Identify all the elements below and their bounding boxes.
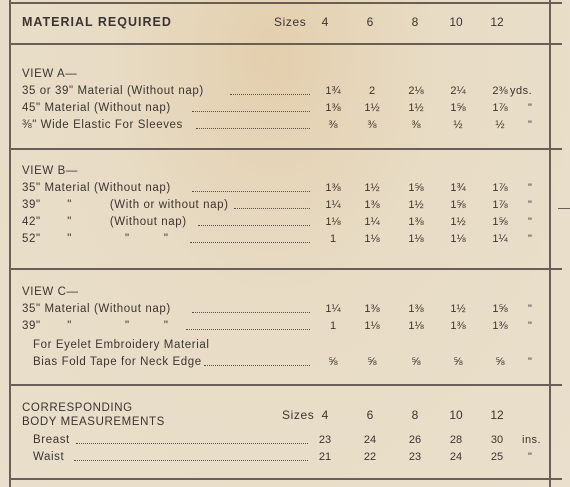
view-b-row-2-label: 39" " (With or without nap) [22, 199, 229, 211]
value-cell: 1⅛ [408, 233, 424, 245]
value-cell: ⅝ [495, 356, 505, 368]
value-cell: 2 [368, 85, 376, 97]
body-measurements-heading-line-2: BODY MEASUREMENTS [22, 416, 165, 428]
leader-dots [76, 443, 308, 444]
eyelet-note-line-1: For Eyelet Embroidery Material [33, 339, 210, 351]
value-cell: ⅝ [328, 356, 338, 368]
value-cell: 1⅜ [364, 303, 380, 315]
size-col-8: 8 [411, 408, 419, 422]
view-a-row-3-label: ⅜" Wide Elastic For Sleeves [22, 119, 183, 131]
value-cell: ⅜ [328, 119, 338, 131]
ditto-mark: " [528, 102, 533, 114]
ditto-mark: " [528, 182, 533, 194]
ditto-mark: " [528, 451, 533, 463]
sizes-label: Sizes [274, 15, 307, 29]
ditto-mark: " [528, 320, 533, 332]
value-cell: 1¼ [325, 199, 341, 211]
size-col-10: 10 [449, 15, 463, 29]
value-cell: 2¼ [450, 85, 466, 97]
ditto-mark: " [528, 216, 533, 228]
value-cell: 1¼ [364, 216, 380, 228]
value-cell: 1⅛ [364, 320, 380, 332]
view-c-heading: VIEW C— [22, 286, 79, 298]
value-cell: 1¾ [325, 85, 341, 97]
value-cell: 1⅜ [450, 320, 466, 332]
unit-label: yds. [510, 85, 533, 97]
divider-top [10, 2, 562, 4]
value-cell: 1⅞ [492, 199, 508, 211]
leader-dots [186, 329, 310, 330]
value-cell: 1¼ [325, 303, 341, 315]
divider-view-a [10, 148, 562, 150]
value-cell: 1⅝ [492, 303, 508, 315]
right-border [549, 0, 551, 487]
value-cell: ½ [495, 119, 505, 131]
value-cell: 26 [408, 434, 422, 446]
value-cell: 1⅛ [364, 233, 380, 245]
leader-dots [192, 312, 310, 313]
view-b-row-3-label: 42" " (Without nap) [22, 216, 187, 228]
value-cell: 1½ [450, 303, 466, 315]
divider-bottom [10, 478, 562, 480]
value-cell: ⅝ [411, 356, 421, 368]
view-a-row-1-label: 35 or 39" Material (Without nap) [22, 85, 204, 97]
value-cell: ⅝ [453, 356, 463, 368]
material-required-heading: MATERIAL REQUIRED [22, 15, 172, 29]
value-cell: 28 [449, 434, 463, 446]
divider-header [10, 43, 562, 45]
value-cell: 1⅛ [408, 320, 424, 332]
leader-dots [190, 242, 310, 243]
value-cell: ⅝ [367, 356, 377, 368]
value-cell: 1½ [408, 102, 424, 114]
leader-dots [192, 111, 310, 112]
leader-dots [204, 365, 310, 366]
value-cell: 2⅛ [408, 85, 424, 97]
value-cell: 22 [363, 451, 377, 463]
breast-label: Breast [33, 434, 70, 446]
value-cell: 1⅞ [492, 182, 508, 194]
size-col-10: 10 [449, 408, 463, 422]
value-cell: ½ [453, 119, 463, 131]
value-cell: 1⅛ [325, 216, 341, 228]
leader-dots [234, 208, 310, 209]
view-c-row-1-label: 35" Material (Without nap) [22, 303, 171, 315]
value-cell: 1¼ [492, 233, 508, 245]
value-cell: 1 [329, 233, 337, 245]
value-cell: 1⅜ [492, 320, 508, 332]
value-cell: 1⅜ [325, 102, 341, 114]
value-cell: 24 [363, 434, 377, 446]
size-col-8: 8 [411, 15, 419, 29]
value-cell: 1⅜ [408, 303, 424, 315]
body-measurements-heading-line-1: CORRESPONDING [22, 402, 133, 414]
view-b-row-1-label: 35" Material (Without nap) [22, 182, 171, 194]
ditto-mark: " [528, 199, 533, 211]
ditto-mark: " [528, 119, 533, 131]
size-col-4: 4 [321, 408, 329, 422]
value-cell: 1⅞ [492, 102, 508, 114]
ditto-mark: " [528, 356, 533, 368]
size-col-6: 6 [366, 408, 374, 422]
value-cell: ⅜ [367, 119, 377, 131]
value-cell: 1½ [408, 199, 424, 211]
eyelet-note-line-2: Bias Fold Tape for Neck Edge [33, 356, 202, 368]
divider-view-b [10, 268, 562, 270]
value-cell: 1⅝ [450, 199, 466, 211]
sizes-label-body: Sizes [282, 408, 315, 422]
value-cell: 1⅛ [450, 233, 466, 245]
value-cell: 1⅜ [325, 182, 341, 194]
value-cell: 1⅝ [492, 216, 508, 228]
leader-dots [196, 128, 310, 129]
value-cell: 1 [329, 320, 337, 332]
size-col-4: 4 [321, 15, 329, 29]
view-c-row-2-label: 39" " " " [22, 320, 169, 332]
value-cell: 1½ [364, 102, 380, 114]
unit-label: ins. [522, 434, 542, 446]
value-cell: 30 [490, 434, 504, 446]
size-col-6: 6 [366, 15, 374, 29]
value-cell: 1½ [450, 216, 466, 228]
value-cell: 23 [318, 434, 332, 446]
value-cell: 21 [318, 451, 332, 463]
value-cell: 24 [449, 451, 463, 463]
value-cell: 1⅜ [408, 216, 424, 228]
value-cell: 2⅜ [492, 85, 508, 97]
leader-dots [192, 191, 310, 192]
view-a-row-2-label: 45" Material (Without nap) [22, 102, 171, 114]
size-col-12: 12 [490, 15, 504, 29]
value-cell: 1¾ [450, 182, 466, 194]
value-cell: 1⅝ [408, 182, 424, 194]
value-cell: 25 [490, 451, 504, 463]
size-col-12: 12 [490, 408, 504, 422]
value-cell: 1⅜ [364, 199, 380, 211]
value-cell: 1½ [364, 182, 380, 194]
left-border [9, 0, 11, 487]
ditto-mark: " [528, 303, 533, 315]
value-cell: 23 [408, 451, 422, 463]
leader-dots [74, 460, 308, 461]
view-a-heading: VIEW A— [22, 68, 78, 80]
leader-dots [198, 225, 310, 226]
leader-dots [230, 94, 310, 95]
waist-label: Waist [33, 451, 65, 463]
ditto-mark: " [528, 233, 533, 245]
value-cell: 1⅝ [450, 102, 466, 114]
view-b-heading: VIEW B— [22, 165, 78, 177]
view-b-row-4-label: 52" " " " [22, 233, 169, 245]
value-cell: ⅜ [411, 119, 421, 131]
divider-view-c [10, 384, 562, 386]
edge-tick-mark [558, 208, 570, 209]
